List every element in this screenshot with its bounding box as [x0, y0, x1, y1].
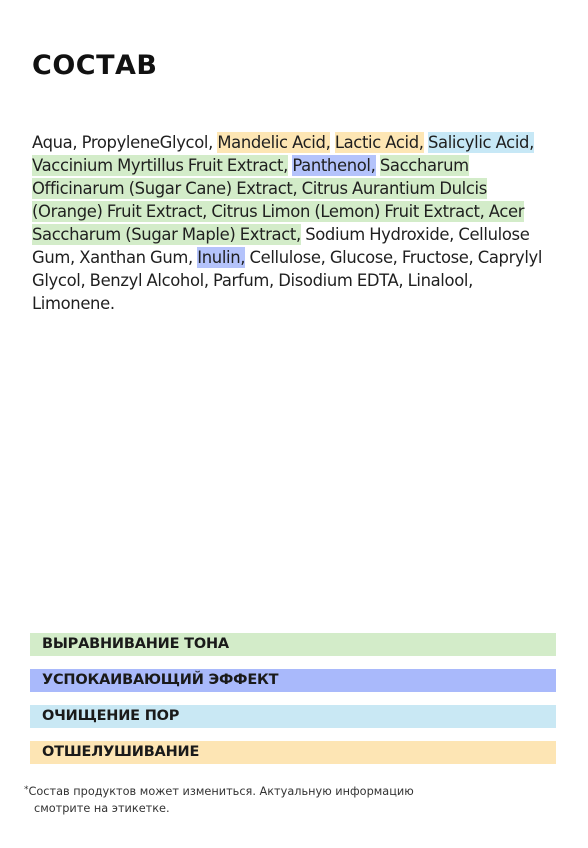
ingredient-highlight-tone: Vaccinium Myrtillus Fruit Extract,	[32, 156, 288, 175]
ingredient-highlight-calm: Inulin,	[197, 248, 246, 267]
ingredient-text: Aqua, PropyleneGlycol,	[32, 133, 218, 152]
ingredient-text: Cellulose, Glucose, Fructose, Caprylyl Glycol, Benzyl Alcohol, Parfum, Disodium EDTA, Linalool, Limonene.	[32, 248, 543, 313]
ingredient-highlight-pores: Salicylic Acid,	[427, 133, 534, 152]
ingredient-highlight-peel: Mandelic Acid,	[217, 133, 331, 152]
footnote-line-1: Состав продуктов может измениться. Актуальную информацию	[28, 785, 414, 798]
footnote-line-2: смотрите на этикетке.	[34, 802, 170, 815]
legend-soothing-effect: УСПОКАИВАЮЩИЙ ЭФФЕКТ	[30, 669, 556, 692]
ingredient-highlight-calm: Panthenol,	[292, 156, 376, 175]
legend-pore-cleansing: ОЧИЩЕНИЕ ПОР	[30, 705, 556, 728]
legend-tone-evening: ВЫРАВНИВАНИЕ ТОНА	[30, 633, 556, 656]
ingredient-highlight-tone: Saccharum Officinarum (Sugar Cane) Extract, Citrus Aurantium Dulcis (Orange) Fruit Extract, Citrus Limon (Lemon) Fruit Extract, Acer Saccharum (Sugar Maple) Extract,	[32, 156, 525, 244]
ingredients-list	[32, 131, 557, 315]
page-title: СОСТАВ	[32, 50, 158, 81]
ingredient-highlight-peel: Lactic Acid,	[334, 133, 424, 152]
footnote	[24, 783, 544, 817]
legend-exfoliation: ОТШЕЛУШИВАНИЕ	[30, 741, 556, 764]
ingredient-text: Sodium Hydroxide, Cellulose Gum, Xanthan Gum,	[32, 225, 530, 267]
footnote-asterisk: *	[24, 785, 29, 795]
